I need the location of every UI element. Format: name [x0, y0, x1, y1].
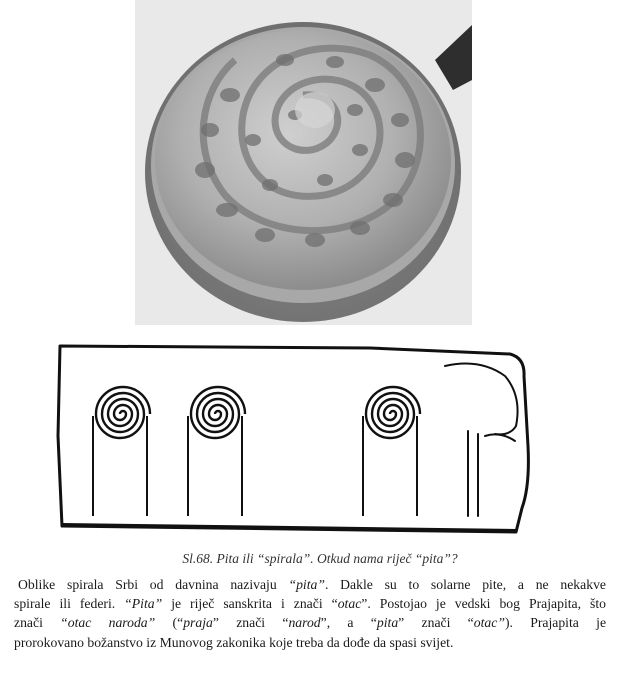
italic-run: “pita”	[288, 577, 325, 592]
text-run: ” znači “	[398, 615, 474, 631]
text-run: ” znači “	[212, 615, 289, 631]
italic-run: pita	[376, 615, 399, 631]
italic-run: otac	[337, 596, 362, 612]
spiral-pie-image	[135, 0, 472, 325]
italic-run: otac”	[473, 615, 505, 631]
paragraph-line-4: prorokovano božanstvo iz Munovog zakonika koje treba da dođe da spasi svijet.	[14, 634, 454, 650]
italic-run: praja	[183, 615, 213, 631]
text-run: (“	[155, 615, 184, 631]
paragraph-line-1	[14, 575, 606, 594]
paragraph-line-2	[14, 594, 606, 613]
text-run: je riječ sanskrita i znači “	[162, 596, 338, 612]
figure-caption: Sl.68. Pita ili “spirala”. Otkud nama riječ “pita”?	[182, 551, 458, 566]
text-run: ”. Postojao je vedski bog Prajapita, što	[361, 596, 606, 612]
spiral-relief-image	[40, 336, 560, 541]
italic-run: narod	[288, 615, 321, 631]
italic-run: “otac naroda”	[60, 615, 156, 631]
text-run: ”, a “	[320, 615, 377, 631]
text-run: znači	[14, 615, 61, 631]
paragraph-line-3	[14, 613, 606, 632]
text-run: . Dakle su to solarne pite, a ne nekakve	[324, 577, 606, 592]
italic-run: “Pita”	[124, 596, 163, 612]
text-run: ). Prajapita je	[504, 615, 607, 631]
text-run: Oblike spirala Srbi od davnina nazivaju	[18, 577, 289, 592]
spiral-pie-photo	[135, 0, 472, 325]
text-run: spirale ili federi.	[14, 596, 125, 612]
stone-relief-drawing	[40, 336, 560, 541]
body-paragraph	[14, 575, 606, 652]
